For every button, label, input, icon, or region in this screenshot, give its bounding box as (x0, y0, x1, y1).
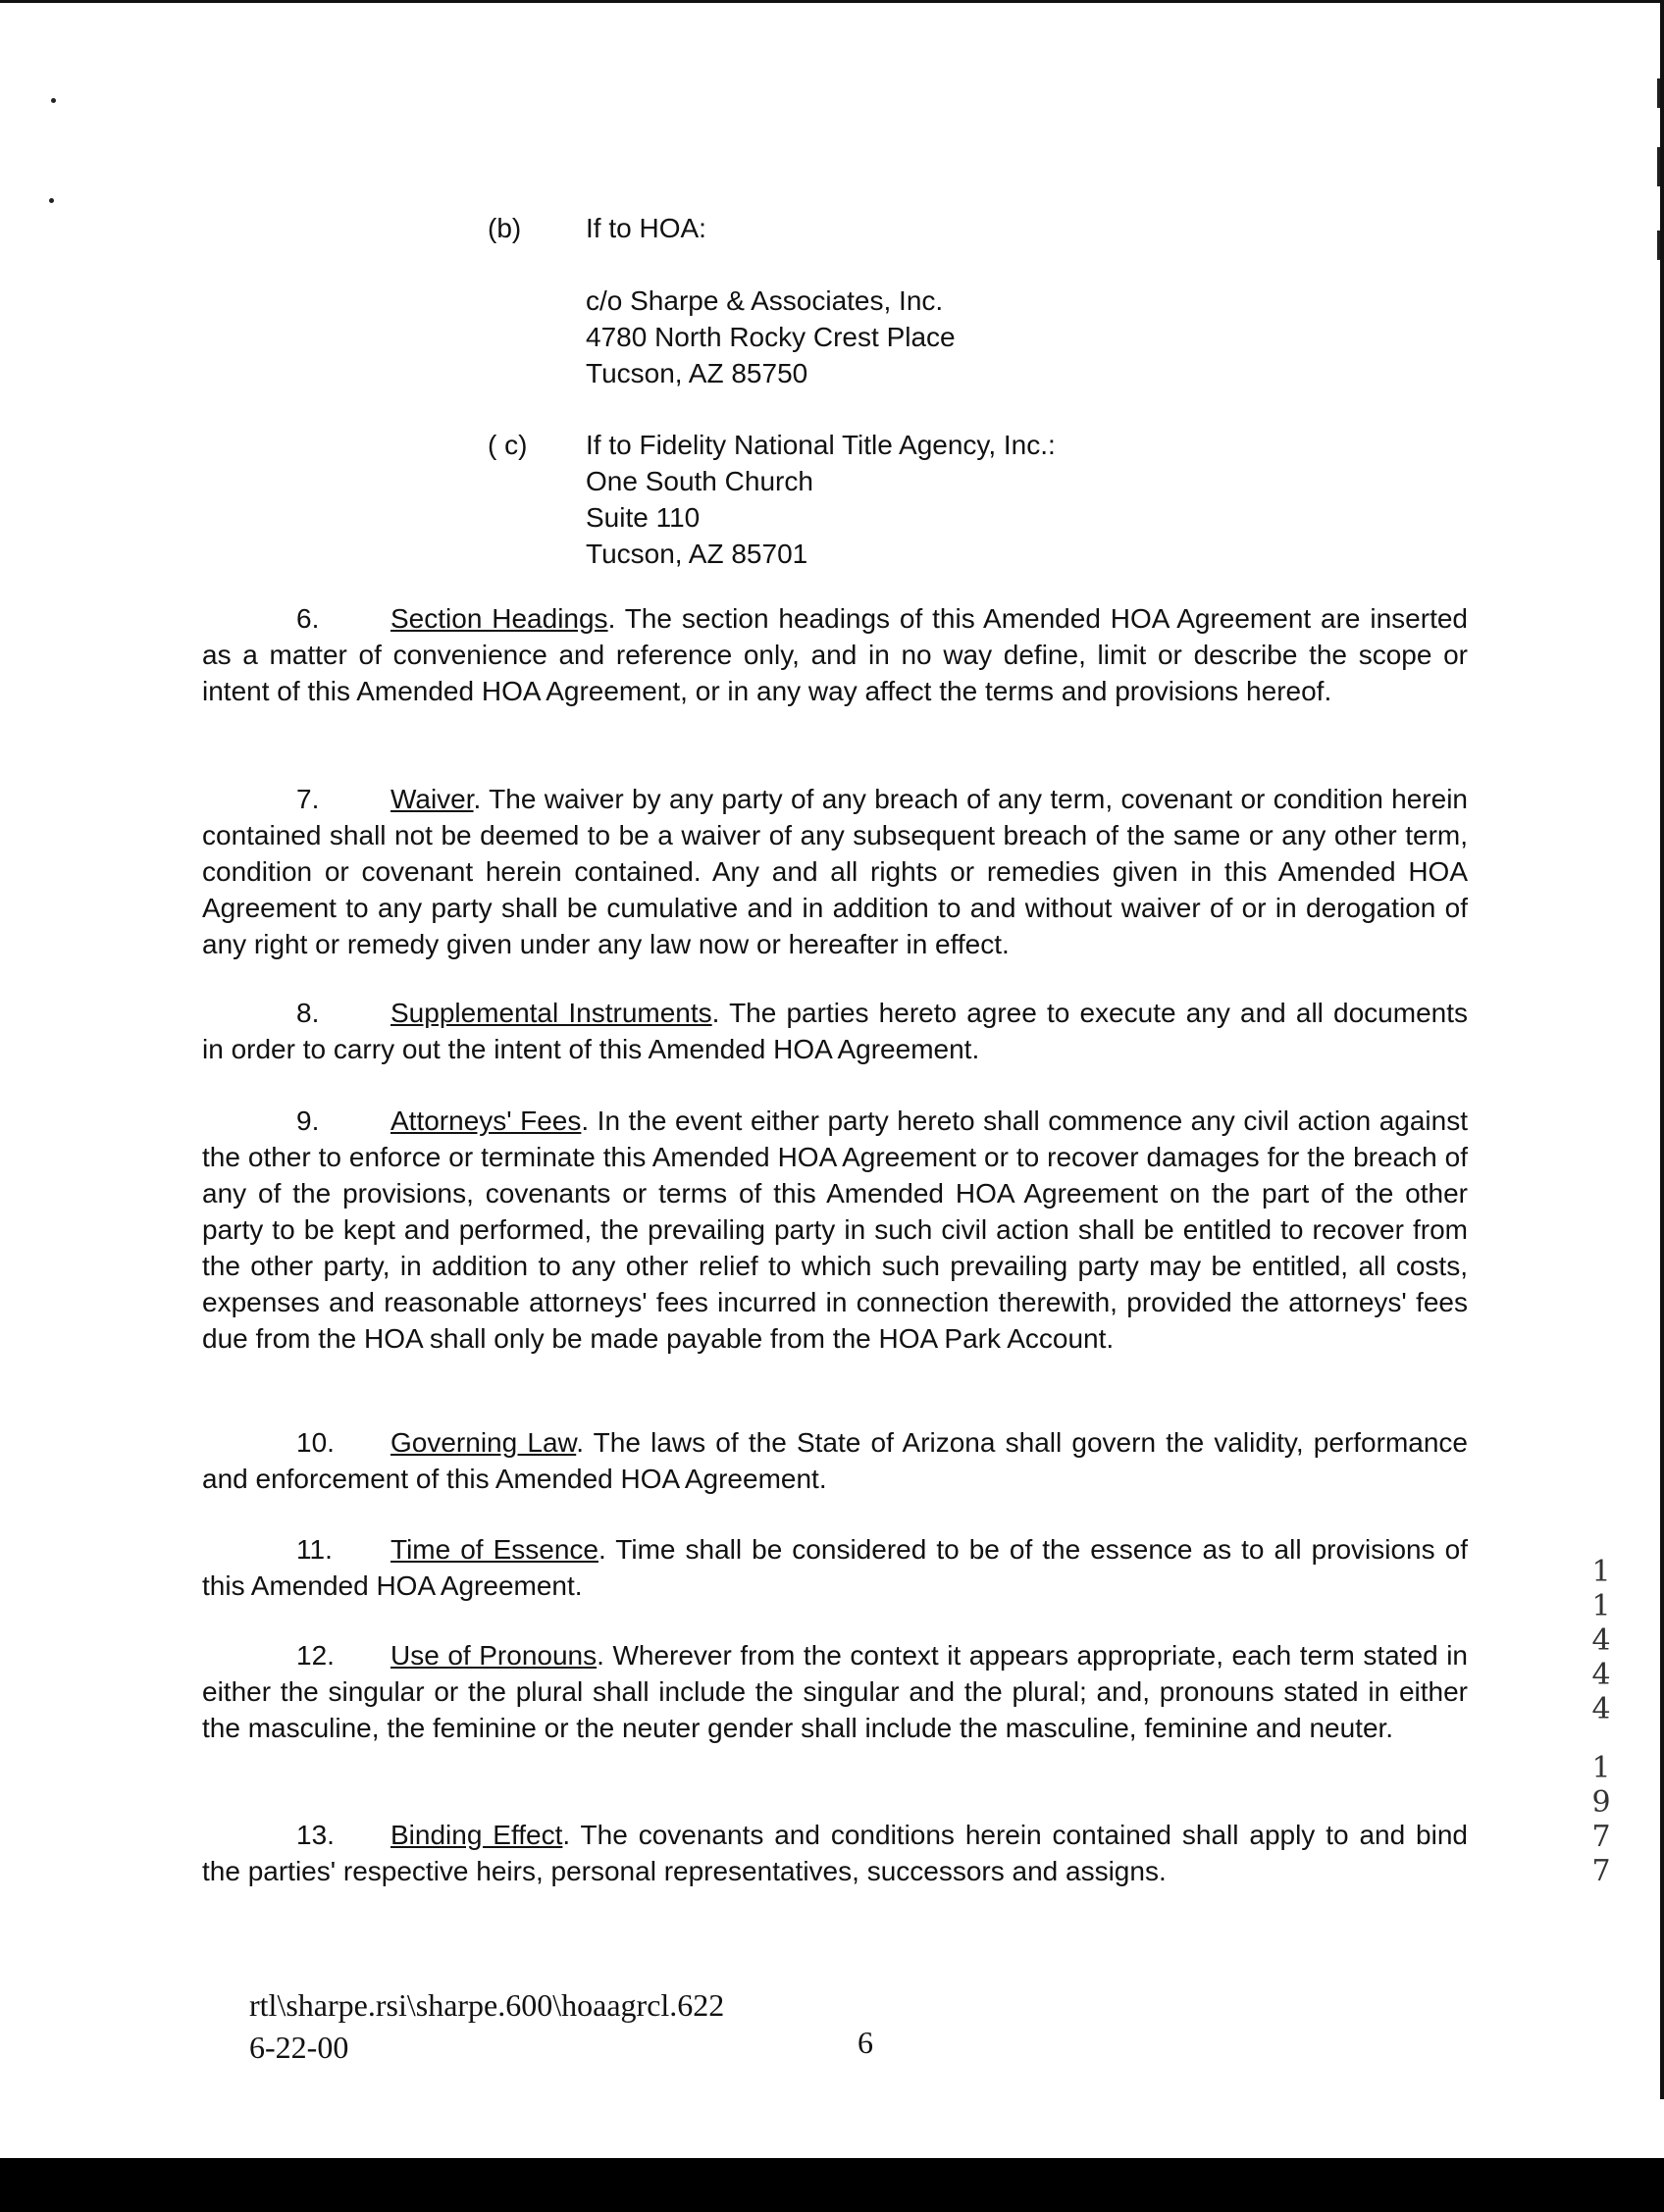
scan-speck (51, 98, 56, 103)
margin-stamp (1582, 1555, 1621, 1726)
footer-file-path: rtl\sharpe.rsi\sharpe.600\hoaagrcl.622 (249, 1987, 725, 2023)
section-number: 13. (296, 1820, 335, 1850)
section-text: . The waiver by any party of any breach of any term, covenant or condition herein contained shall not be deemed to be a waiver of any subsequent breach of the same or any other term, condition or covenant herein contained. Any and all rights or remedies given in this Amended HOA Agreement to any party shall be cumulative and in addition to and without waiver of or in derogation of any right or remedy given under any law now or hereafter in effect. (202, 784, 1468, 959)
stamp-digit: 7 (1591, 1854, 1611, 1888)
address-line: c/o Sharpe & Associates, Inc. (586, 285, 944, 316)
scan-speck (49, 198, 54, 203)
stamp-digit: 4 (1591, 1658, 1611, 1692)
section-heading: Time of Essence (390, 1534, 598, 1565)
section-heading: Use of Pronouns (390, 1640, 598, 1671)
section-heading: Attorneys' Fees (390, 1106, 582, 1136)
section-text: . The section headings of this Amended HOA Agreement are inserted as a matter of convenience and reference only, and in no way define, limit or describe the scope or intent of this Amended HOA Agreement, or in any way affect the terms and provisions hereof. (202, 603, 1468, 706)
section-number: 6. (296, 603, 320, 634)
section-11 (202, 1531, 1468, 1604)
scan-edge-mark (1657, 231, 1660, 260)
section-text: . Time shall be considered to be of the essence as to all provisions of this Amended HOA Agreement. (202, 1534, 1469, 1601)
notice-b-address (586, 283, 956, 391)
section-9 (202, 1103, 1468, 1357)
page-number: 6 (858, 2025, 873, 2060)
section-text: . In the event either party hereto shall commence any civil action against the other to enforce or terminate this Amended HOA Agreement or to recover damages for the breach of any of the provisions, covenants or terms of this Amended HOA Agreement on the part of the other party to be kept and performed, the prevailing party in such civil action shall be entitled to recover from the other party, in addition to any other relief to which such prevailing party may be entitled, all costs, expenses and reasonable attorneys' fees incurred in connection therewith, provided the attorneys' fees due from the HOA shall only be made payable from the HOA Park Account. (202, 1106, 1468, 1354)
scan-edge-mark (1657, 147, 1660, 186)
section-heading: Supplemental Instruments (390, 998, 712, 1028)
address-line: One South Church (586, 466, 813, 496)
section-13 (202, 1817, 1468, 1889)
stamp-digit: 7 (1591, 1820, 1611, 1854)
section-heading: Waiver (390, 784, 474, 814)
stamp-digit: 4 (1591, 1692, 1611, 1726)
section-number: 8. (296, 998, 320, 1028)
section-heading: Governing Law (390, 1427, 577, 1458)
stamp-digit: 1 (1591, 1555, 1611, 1589)
section-8 (202, 995, 1468, 1067)
scan-border-right (1660, 0, 1664, 2099)
section-10 (202, 1424, 1468, 1497)
stamp-digit: 9 (1591, 1785, 1611, 1820)
section-number: 7. (296, 784, 320, 814)
notice-c-address (586, 427, 1056, 572)
section-text: . The laws of the State of Arizona shall govern the validity, performance and enforcement of this Amended HOA Agreement. (202, 1427, 1468, 1494)
stamp-digit: 1 (1591, 1751, 1611, 1785)
section-number: 9. (296, 1106, 320, 1136)
notice-c-label: ( c) (488, 430, 528, 460)
address-line: Tucson, AZ 85701 (586, 539, 808, 569)
stamp-digit: 4 (1591, 1623, 1611, 1658)
notice-b-label: (b) (488, 213, 522, 243)
section-heading: Binding Effect (390, 1820, 563, 1850)
address-line: Tucson, AZ 85750 (586, 358, 808, 388)
section-number: 12. (296, 1640, 335, 1671)
section-text: . The covenants and conditions herein contained shall apply to and bind the parties' respective heirs, personal representatives, successors and assigns. (202, 1820, 1468, 1886)
section-text: . Wherever from the context it appears appropriate, each term stated in either the singular or the plural shall include the singular and the plural; and, pronouns stated in either the masculine, the feminine or the neuter gender shall include the masculine, feminine and neuter. (202, 1640, 1468, 1743)
section-number: 10. (296, 1427, 335, 1458)
stamp-digit: 1 (1591, 1589, 1611, 1623)
section-number: 11. (296, 1534, 333, 1565)
section-7 (202, 781, 1468, 962)
section-6 (202, 600, 1468, 709)
scan-edge-mark (1657, 78, 1660, 108)
footer-date: 6-22-00 (249, 2030, 349, 2065)
section-text: . The parties hereto agree to execute any and all documents in order to carry out the intent of this Amended HOA Agreement. (202, 998, 1468, 1064)
notice-b-title: If to HOA: (586, 213, 706, 243)
scan-border-top (0, 0, 1664, 3)
section-heading: Section Headings (390, 603, 608, 634)
section-12 (202, 1637, 1468, 1746)
scan-border-bottom (0, 2158, 1664, 2212)
address-line: Suite 110 (586, 502, 701, 533)
address-line: If to Fidelity National Title Agency, Inc.: (586, 430, 1056, 460)
address-line: 4780 North Rocky Crest Place (586, 322, 956, 352)
margin-stamp-lower (1582, 1751, 1621, 1888)
